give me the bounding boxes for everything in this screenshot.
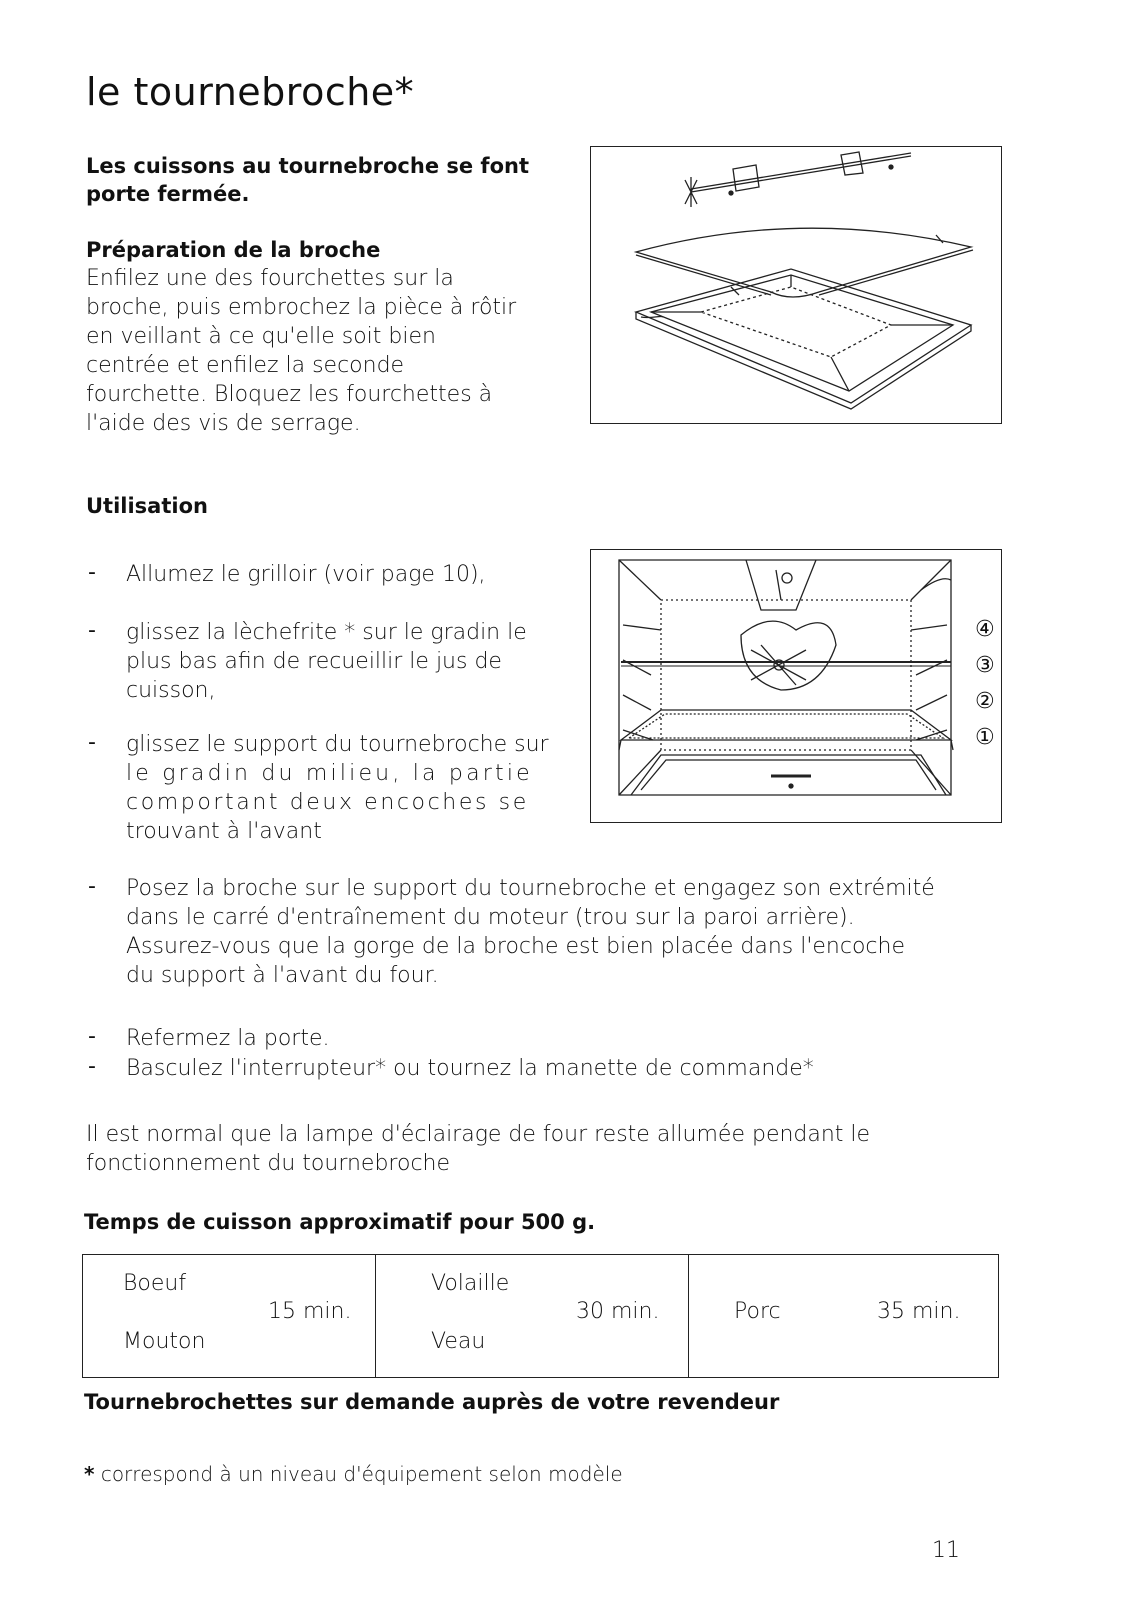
preparation-line: centrée et enfilez la seconde xyxy=(86,353,405,378)
utilisation-heading: Utilisation xyxy=(86,494,208,518)
shelf-level-3: ③ xyxy=(975,653,995,678)
cooking-cell-poultry-veal xyxy=(376,1255,689,1378)
oven-shelf-illustration xyxy=(590,549,1002,823)
shelf-level-labels xyxy=(975,612,995,756)
footnote-text: correspond à un niveau d'équipement selon modèle xyxy=(100,1462,623,1486)
list-dash: - xyxy=(88,1054,96,1079)
list-item-2 xyxy=(126,618,566,705)
cooking-time-heading: Temps de cuisson approximatif pour 500 g. xyxy=(84,1210,596,1234)
list-dash: - xyxy=(88,560,96,585)
oven-shelf-drawing xyxy=(591,550,1001,822)
preparation-line: en veillant à ce qu'elle soit bien xyxy=(86,324,436,349)
rotisserie-accessory-note: Tournebrochettes sur demande auprès de votre revendeur xyxy=(84,1390,780,1414)
list-item-2-line: cuisson, xyxy=(126,678,216,703)
preparation-section xyxy=(86,236,516,438)
list-item-3-line: trouvant à l'avant xyxy=(126,819,322,844)
list-item-4-line: du support à l'avant du four. xyxy=(126,963,439,988)
list-item-2-line: plus bas afin de recueillir le jus de xyxy=(126,649,502,674)
list-dash: - xyxy=(88,618,96,643)
spit-tray-illustration xyxy=(590,146,1002,424)
cooking-cell-pork xyxy=(689,1255,999,1378)
list-item-4-line: Posez la broche sur le support du tournebroche et engagez son extrémité xyxy=(126,876,935,901)
list-item-6: Basculez l'interrupteur* ou tournez la manette de commande* xyxy=(126,1056,814,1081)
meat-mutton: Mouton xyxy=(123,1329,206,1354)
intro-line-2: porte fermée. xyxy=(86,182,250,206)
time-15: 15 min. xyxy=(268,1299,352,1324)
spit-tray-drawing xyxy=(591,147,1001,423)
time-35: 35 min. xyxy=(877,1299,961,1324)
meat-pork: Porc xyxy=(734,1299,781,1324)
list-item-4 xyxy=(126,874,1006,990)
list-dash: - xyxy=(88,1024,96,1049)
shelf-level-4: ④ xyxy=(975,617,995,642)
list-dash: - xyxy=(88,730,96,755)
intro-line-1: Les cuissons au tournebroche se font xyxy=(86,154,529,178)
preparation-line: l'aide des vis de serrage. xyxy=(86,411,361,436)
lamp-note-line: Il est normal que la lampe d'éclairage de four reste allumée pendant le xyxy=(86,1122,871,1147)
intro-text xyxy=(86,152,529,208)
list-item-5: Refermez la porte. xyxy=(126,1026,330,1051)
preparation-heading: Préparation de la broche xyxy=(86,238,381,262)
list-item-3-line: comportant deux encoches se xyxy=(126,790,529,815)
time-30: 30 min. xyxy=(576,1299,660,1324)
list-item-1: Allumez le grilloir (voir page 10), xyxy=(126,562,486,587)
page-number: 11 xyxy=(932,1538,960,1563)
shelf-level-2: ② xyxy=(975,689,995,714)
list-dash: - xyxy=(88,874,96,899)
lamp-note-line: fonctionnement du tournebroche xyxy=(86,1151,451,1176)
meat-beef: Boeuf xyxy=(123,1271,187,1296)
meat-veal: Veau xyxy=(431,1329,486,1354)
preparation-line: fourchette. Bloquez les fourchettes à xyxy=(86,382,493,407)
footnote xyxy=(84,1462,623,1486)
meat-poultry: Volaille xyxy=(431,1271,510,1296)
list-item-3-line: le gradin du milieu, la partie xyxy=(126,761,533,786)
list-item-3-line: glissez le support du tournebroche sur xyxy=(126,732,549,757)
shelf-level-1: ① xyxy=(975,725,995,750)
page-title: le tournebroche* xyxy=(86,70,415,114)
footnote-star: * xyxy=(84,1462,95,1486)
list-item-3 xyxy=(126,730,566,846)
preparation-line: broche, puis embrochez la pièce à rôtir xyxy=(86,295,517,320)
list-item-4-line: Assurez-vous que la gorge de la broche est bien placée dans l'encoche xyxy=(126,934,905,959)
cooking-time-table xyxy=(82,1254,999,1378)
cooking-cell-beef-mutton xyxy=(83,1255,376,1378)
list-item-2-line: glissez la lèchefrite * sur le gradin le xyxy=(126,620,527,645)
lamp-note xyxy=(86,1120,870,1178)
preparation-line: Enfilez une des fourchettes sur la xyxy=(86,266,454,291)
list-item-4-line: dans le carré d'entraînement du moteur (trou sur la paroi arrière). xyxy=(126,905,855,930)
